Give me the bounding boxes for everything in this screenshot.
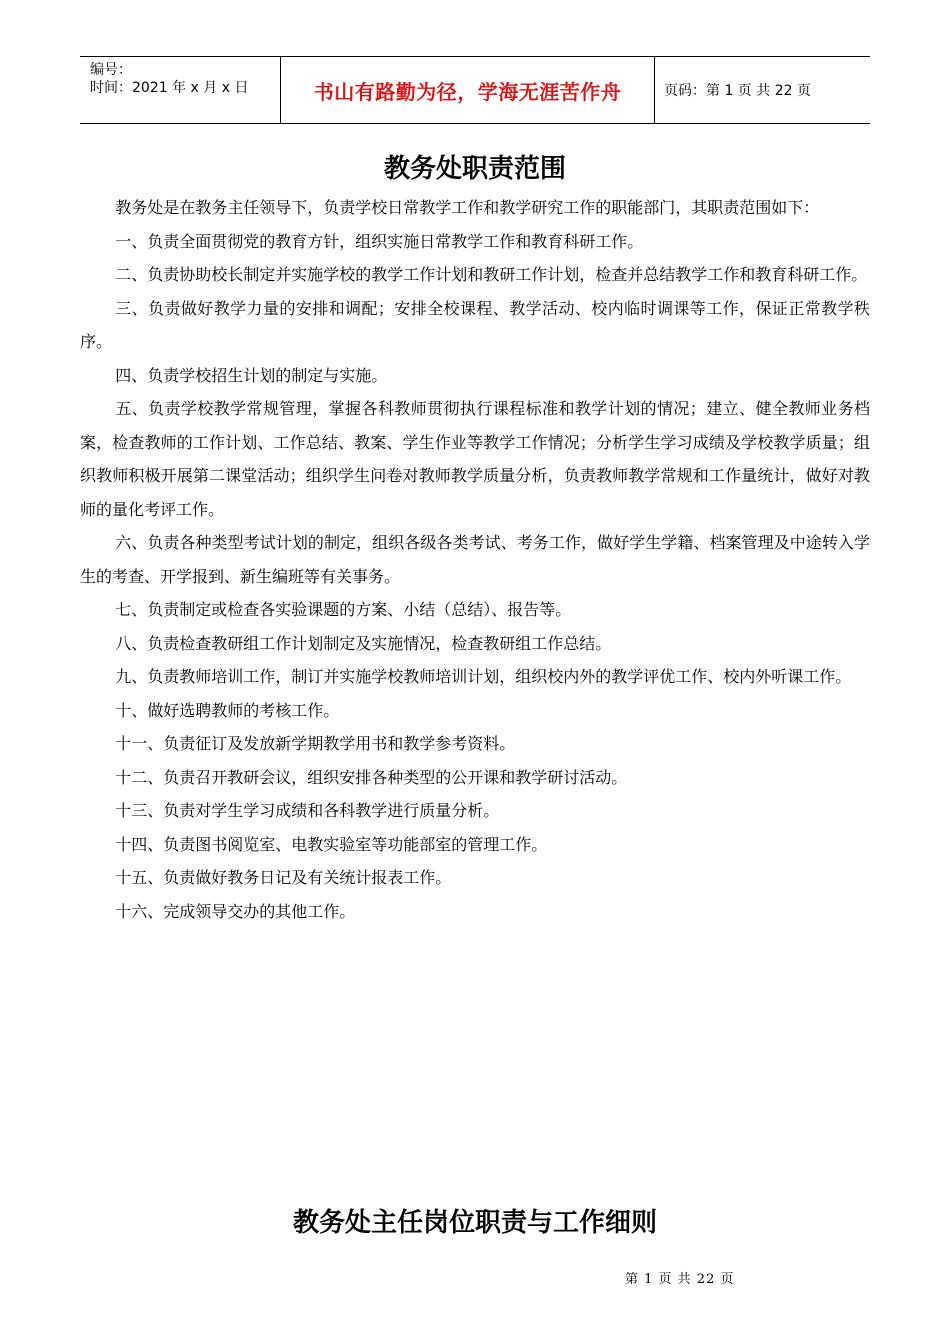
paragraph-intro: 教务处是在教务主任领导下，负责学校日常教学工作和教学研究工作的职能部门，其职责范围如下： [115, 198, 820, 217]
header-meta-cell [80, 57, 281, 123]
page-footer: 第 1 页 共 22 页 [625, 1272, 735, 1287]
header-table [80, 56, 870, 124]
section-title: 教务处主任岗位职责与工作细则 [292, 1208, 657, 1238]
paragraph-item: 五、负责学校教学常规管理，掌握各科教师贯彻执行课程标准和教学计划的情况；建立、健全教师业务档案，检查教师的工作计划、工作总结、教案、学生作业等教学工作情况；分析学生学习成绩及学校教学质量；组织教师积极开展第二课堂活动；组织学生问卷对教师教学质量分析，负责教师教学常规和工作量统计，做好对教师的量化考评工作。 [80, 399, 870, 519]
paragraph-item: 十六、完成领导交办的其他工作。 [115, 901, 356, 921]
document-title: 教务处职责范围 [383, 154, 566, 184]
paragraph-item: 一、负责全面贯彻党的教育方针，组织实施日常教学工作和教育科研工作。 [115, 231, 644, 251]
paragraph-item: 十四、负责图书阅览室、电教实验室等功能部室的管理工作。 [115, 834, 548, 854]
paragraph-item: 十二、负责召开教研会议，组织安排各种类型的公开课和教学研讨活动。 [115, 767, 628, 787]
paragraph-item: 九、负责教师培训工作，制订并实施学校教师培训计划，组织校内外的教学评优工作、校内外听课工作。 [115, 667, 852, 686]
paragraph-item: 十、做好选聘教师的考核工作。 [115, 700, 340, 720]
header-page-info: 页码：第 1 页 共 22 页 [664, 83, 811, 99]
paragraph-item: 二、负责协助校长制定并实施学校的教学工作计划和教研工作计划，检查并总结教学工作和教育科研工作。 [115, 265, 868, 284]
paragraph-item: 三、负责做好教学力量的安排和调配；安排全校课程、教学活动、校内临时调课等工作，保证正常教学秩序。 [80, 298, 870, 351]
paragraph-item: 七、负责制定或检查各实验课题的方案、小结（总结）、报告等。 [115, 600, 572, 619]
document-number-label: 编号： [90, 62, 132, 78]
paragraph-item: 八、负责检查教研组工作计划制定及实施情况，检查教研组工作总结。 [115, 633, 612, 653]
paragraph-item: 十五、负责做好教务日记及有关统计报表工作。 [115, 868, 452, 887]
paragraph-item: 四、负责学校招生计划的制定与实施。 [115, 365, 388, 385]
document-body [80, 191, 870, 928]
document-time-label: 时间：2021 年 x 月 x 日 [90, 80, 249, 96]
paragraph-item: 六、负责各种类型考试计划的制定，组织各级各类考试、考务工作，做好学生学籍、档案管理及中途转入学生的考查、开学报到、新生编班等有关事务。 [80, 533, 870, 586]
paragraph-item: 十三、负责对学生学习成绩和各科教学进行质量分析。 [115, 801, 500, 820]
paragraph-item: 十一、负责征订及发放新学期教学用书和教学参考资料。 [115, 734, 516, 753]
header-motto: 书山有路勤为径，学海无涯苦作舟 [281, 57, 655, 123]
